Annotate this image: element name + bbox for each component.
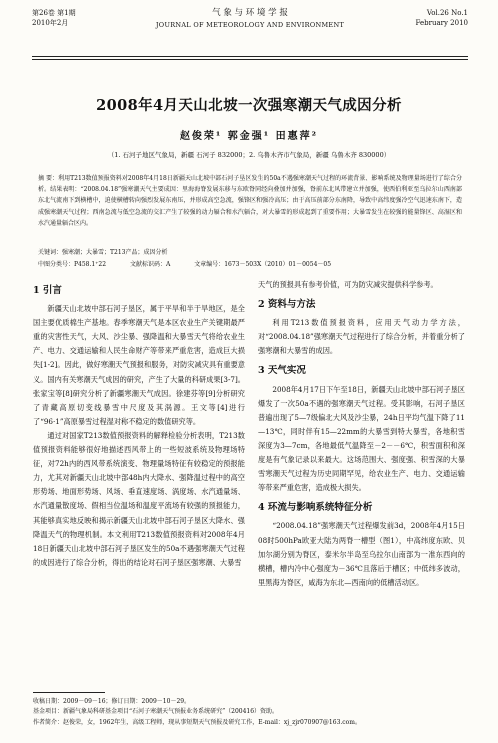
section-1-heading: 1 引言 — [33, 285, 62, 296]
article-affiliation: （1. 石河子地区气象局，新疆 石河子 832000；2. 乌鲁木齐市气象局，新疆 乌鲁木齐 830000） — [107, 151, 391, 159]
date-en: February 2010 — [415, 19, 468, 27]
section-2-heading: 2 资料与方法 — [258, 299, 316, 311]
page-header — [32, 8, 468, 48]
header-right — [416, 8, 468, 28]
keywords: 关键词：强寒潮；大暴雪；T213产品；成因分析 — [38, 249, 168, 256]
classification-line — [38, 259, 462, 270]
journal-title-cn: 气 象 与 环 境 学 报 — [212, 8, 288, 18]
footnotes — [33, 697, 468, 728]
section-1-paragraph-1: 新疆天山北坡中部石河子垦区，属于平旱和半于旱地区，是全国主要优质棉生产基地。春季寒潮天气是本区农业生产关键期最严重的灾害性天气，大风、沙尘暴、强降温和大暴雪天气将给农业生产、电力、交通运输和人民生命财产等带来严重危害，造成巨大损失[1-2]。因此，做好寒潮天气预报和服务，对防灾减灾具有重要意义。国内有关寒潮天气成因的研究，产生了大量的科研成果[3-7]。张家宝等[8]研究分析了新疆寒潮天气成因。徐建芬等[9]分析研究了青藏高原切变线暴雪中尺度及其涡源。王文等[4]进行了“96·1”高原暴雪过程湿对称不稳定的数值研究等。 — [33, 304, 245, 426]
footnote-rule — [33, 692, 105, 693]
clc-number: 中图分类号：P458.1⁺22 — [38, 261, 107, 268]
abstract — [38, 173, 462, 229]
header-rule-thick — [32, 56, 468, 57]
journal-title-en: JOURNAL OF METEOROLOGY AND ENVIRONMENT — [155, 21, 345, 29]
vol-issue-cn: 第26卷 第1期 — [32, 9, 76, 17]
left-column — [33, 278, 245, 570]
footnote-received: 收稿日期：2009－09－16；修订日期：2009－10－29。 — [33, 698, 191, 705]
date-cn: 2010年2月 — [32, 19, 69, 27]
section-2-paragraph-1: 利用T213数值预报资料，应用天气动力学方法，对“2008.04.18”强寒潮天气过程进行了综合分析，并着重分析了强寒潮和大暴雪的成因。 — [258, 318, 465, 356]
abstract-text: 摘 要：利用T213数值预报资料对2008年4月18日新疆天山北坡中部石河子垦区发生的50a不遇强寒潮天气过程的环流背景、影响系统及物理量场进行了综合分析。结果表明：“2008.04.18”强寒潮天气主要成因：里海海脊发展东移与东欧脊同经向叠加并加强，脊前东北风带建立并加强，使西伯利亚至乌拉尔山西南部东北气流南下到横槽中，迫使横槽转向强烈发展东南压，并形成高空急流，强锋区和强冷高压；由于高压前部分东南降，导致中高纬度强冷空气迅速东南下，造成强寒潮天气过程；西南急流与低空急流的交汇产生了较强的动力辐合和水汽辐合，对大暴雪的形成起到了重要作用；大暴雪发生在较强的能量锋区、高湿区和水汽通量辐合区内。 — [38, 175, 462, 227]
vol-issue-en: Vol.26 No.1 — [426, 9, 468, 17]
section-3-heading: 3 天气实况 — [258, 365, 306, 377]
footnote-author: 作者简介：赵俊荣，女，1962年生，高级工程师，现从事短期天气预报及研究工作，E-mail：xj_zjr070907@163.com。 — [33, 718, 361, 726]
header-rule-thin — [32, 59, 468, 60]
section-3-paragraph-1: 2008年4月17日下午至18日，新疆天山北坡中部石河子垦区爆发了一次50a不遇的强寒潮天气过程。受其影响，石河子垦区普遍出现了5—7级偏北大风及沙尘暴，24h日平均气温下降了11—13℃，同时伴有15—22mm的大暴雪到特大暴雪，各地积雪深度为3—7cm，各地最低气温降至－2－－6℃，积雪面积和深度是有气象记录以来最大。这场范围大、强度强、积雪深的大暴雪寒潮天气过程为历史同期罕见，给农业生产、电力、交通运输等带来严重危害，造成极大损失。 — [258, 384, 465, 493]
section-4-heading: 4 环流与影响系统特征分析 — [258, 502, 373, 514]
document-code: 文献标识码：A — [129, 261, 171, 268]
article-authors: 赵俊荣¹ 郭金强¹ 田惠萍² — [179, 131, 319, 142]
section-4-paragraph-1: “2008.04.18”强寒潮天气过程爆发前3d，2008年4月15日08时500hPa欧亚大陆为两脊一槽型（图1），中高纬度东欧、贝加尔湖分别为脊区，泰米尔半岛至乌拉尔山南部为一准东西向的横槽，槽内冷中心强度为－36℃且落后于槽区；中低纬多波动，里黑海为脊区，咸海为东北—西南向的低槽活动区。 — [258, 521, 465, 587]
section-1-paragraph-2: 通过对国家T213数值预报资料的解释检验分析表明，T213数值预报资料能够很好地描述西风带上的一些短波系统及物理场特征，对72h内的西风带系统演变、物理量场特征有较稳定的预报能力，尤其对新疆天山北坡中部48h内大降水、强降温过程中的高空形势场、地面形势场、风场、垂直速度场、涡度场、水汽通量场、水汽通量散度场、假相当位温场和温度平流场有较强的预报能力，其能够真实地反映和揭示新疆天山北坡中部石河子垦区大降水、强降温天气的物理机制。本文利用T213数值预报资料对2008年4月18日新疆天山北坡中部石河子垦区发生的50a不遇强寒潮天气过程的成因进行了综合分析，得出的结论对石河子垦区强寒潮、大暴雪 — [33, 430, 245, 567]
footnote-fund: 基金项目：新疆气象局科研基金项目“石河子寒潮天气预报业务系统研究”（200416）资助。 — [33, 708, 279, 716]
section-1-continuation: 天气的预报具有参考价值，可为防灾减灾提供科学参考。 — [258, 280, 438, 289]
article-number: 文章编号：1673－503X（2010）01－0054－05 — [194, 261, 332, 268]
article-title: 2008年4月天山北坡一次强寒潮天气成因分析 — [96, 97, 402, 114]
right-column — [258, 278, 465, 590]
